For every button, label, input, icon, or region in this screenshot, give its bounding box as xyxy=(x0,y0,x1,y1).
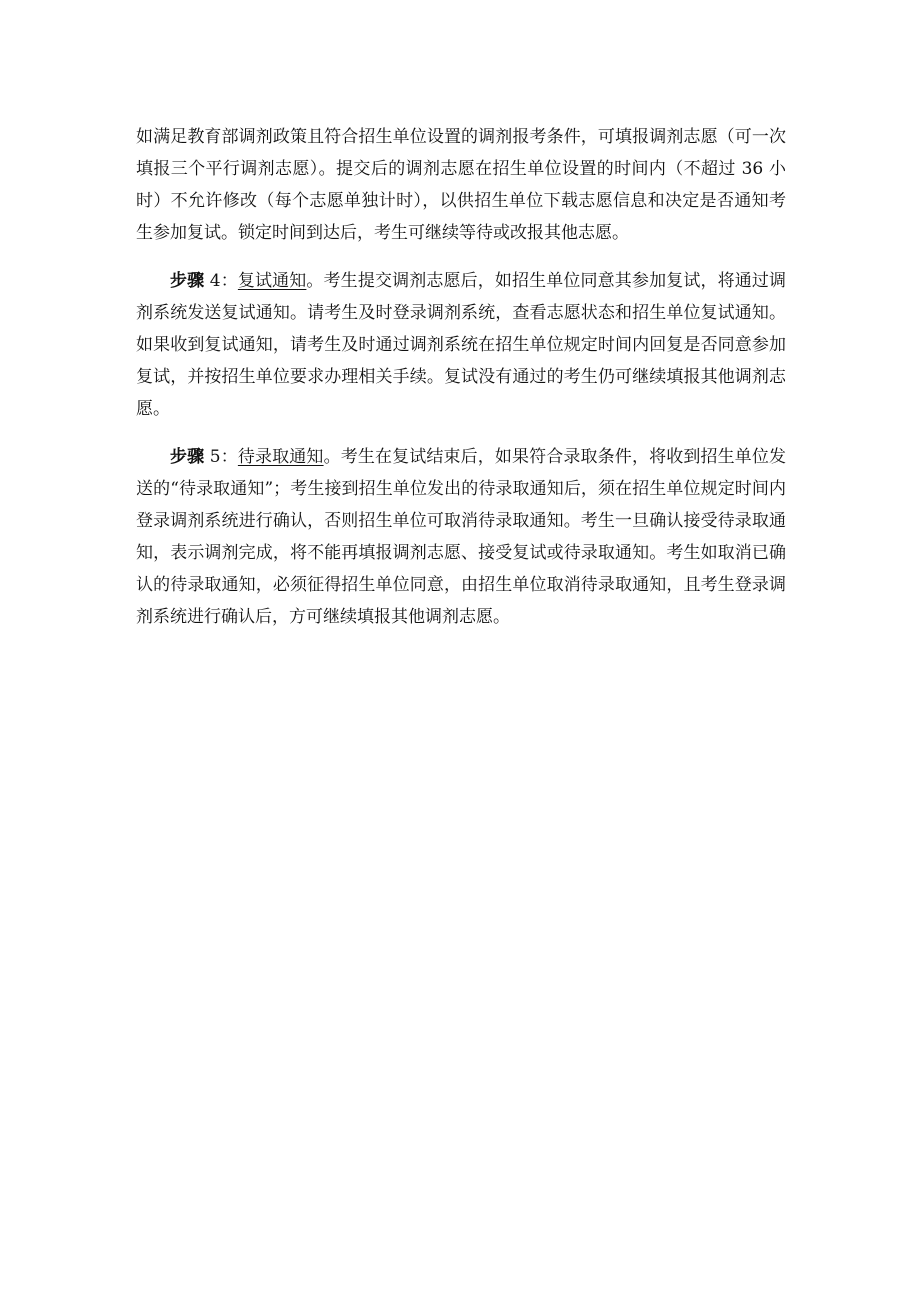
paragraph-volunteer-rules-text: 如满足教育部调剂政策且符合招生单位设置的调剂报考条件，可填报调剂志愿（可一次填报三个平行调剂志愿）。提交后的调剂志愿在招生单位设置的时间内（不超过 36 小时）不允许修改（每个志愿单独计时），以供招生单位下载志愿信息和决定是否通知考生参加复试。锁定时间到达后，考生可继续等待或改报其他志愿。 xyxy=(136,127,786,243)
document-body xyxy=(136,121,786,649)
paragraph-step-4 xyxy=(136,265,786,425)
step-4-number: 4： xyxy=(204,271,238,291)
paragraph-step-5 xyxy=(136,441,786,633)
paragraph-volunteer-rules xyxy=(136,121,786,249)
step-4-title: 复试通知 xyxy=(237,271,307,291)
step-4-label: 步骤 xyxy=(170,271,205,291)
step-5-label: 步骤 xyxy=(170,447,205,467)
step-5-title: 待录取通知 xyxy=(237,447,324,467)
step-5-number: 5： xyxy=(204,447,238,467)
step-5-body: 。考生在复试结束后，如果符合录取条件，将收到招生单位发送的“待录取通知”；考生接到招生单位发出的待录取通知后，须在招生单位规定时间内登录调剂系统进行确认，否则招生单位可取消待录取通知。考生一旦确认接受待录取通知，表示调剂完成，将不能再填报调剂志愿、接受复试或待录取通知。考生如取消已确认的待录取通知，必须征得招生单位同意，由招生单位取消待录取通知，且考生登录调剂系统进行确认后，方可继续填报其他调剂志愿。 xyxy=(136,447,787,627)
step-4-body: 。考生提交调剂志愿后，如招生单位同意其参加复试，将通过调剂系统发送复试通知。请考生及时登录调剂系统，查看志愿状态和招生单位复试通知。如果收到复试通知，请考生及时通过调剂系统在招生单位规定时间内回复是否同意参加复试，并按招生单位要求办理相关手续。复试没有通过的考生仍可继续填报其他调剂志愿。 xyxy=(136,271,786,419)
